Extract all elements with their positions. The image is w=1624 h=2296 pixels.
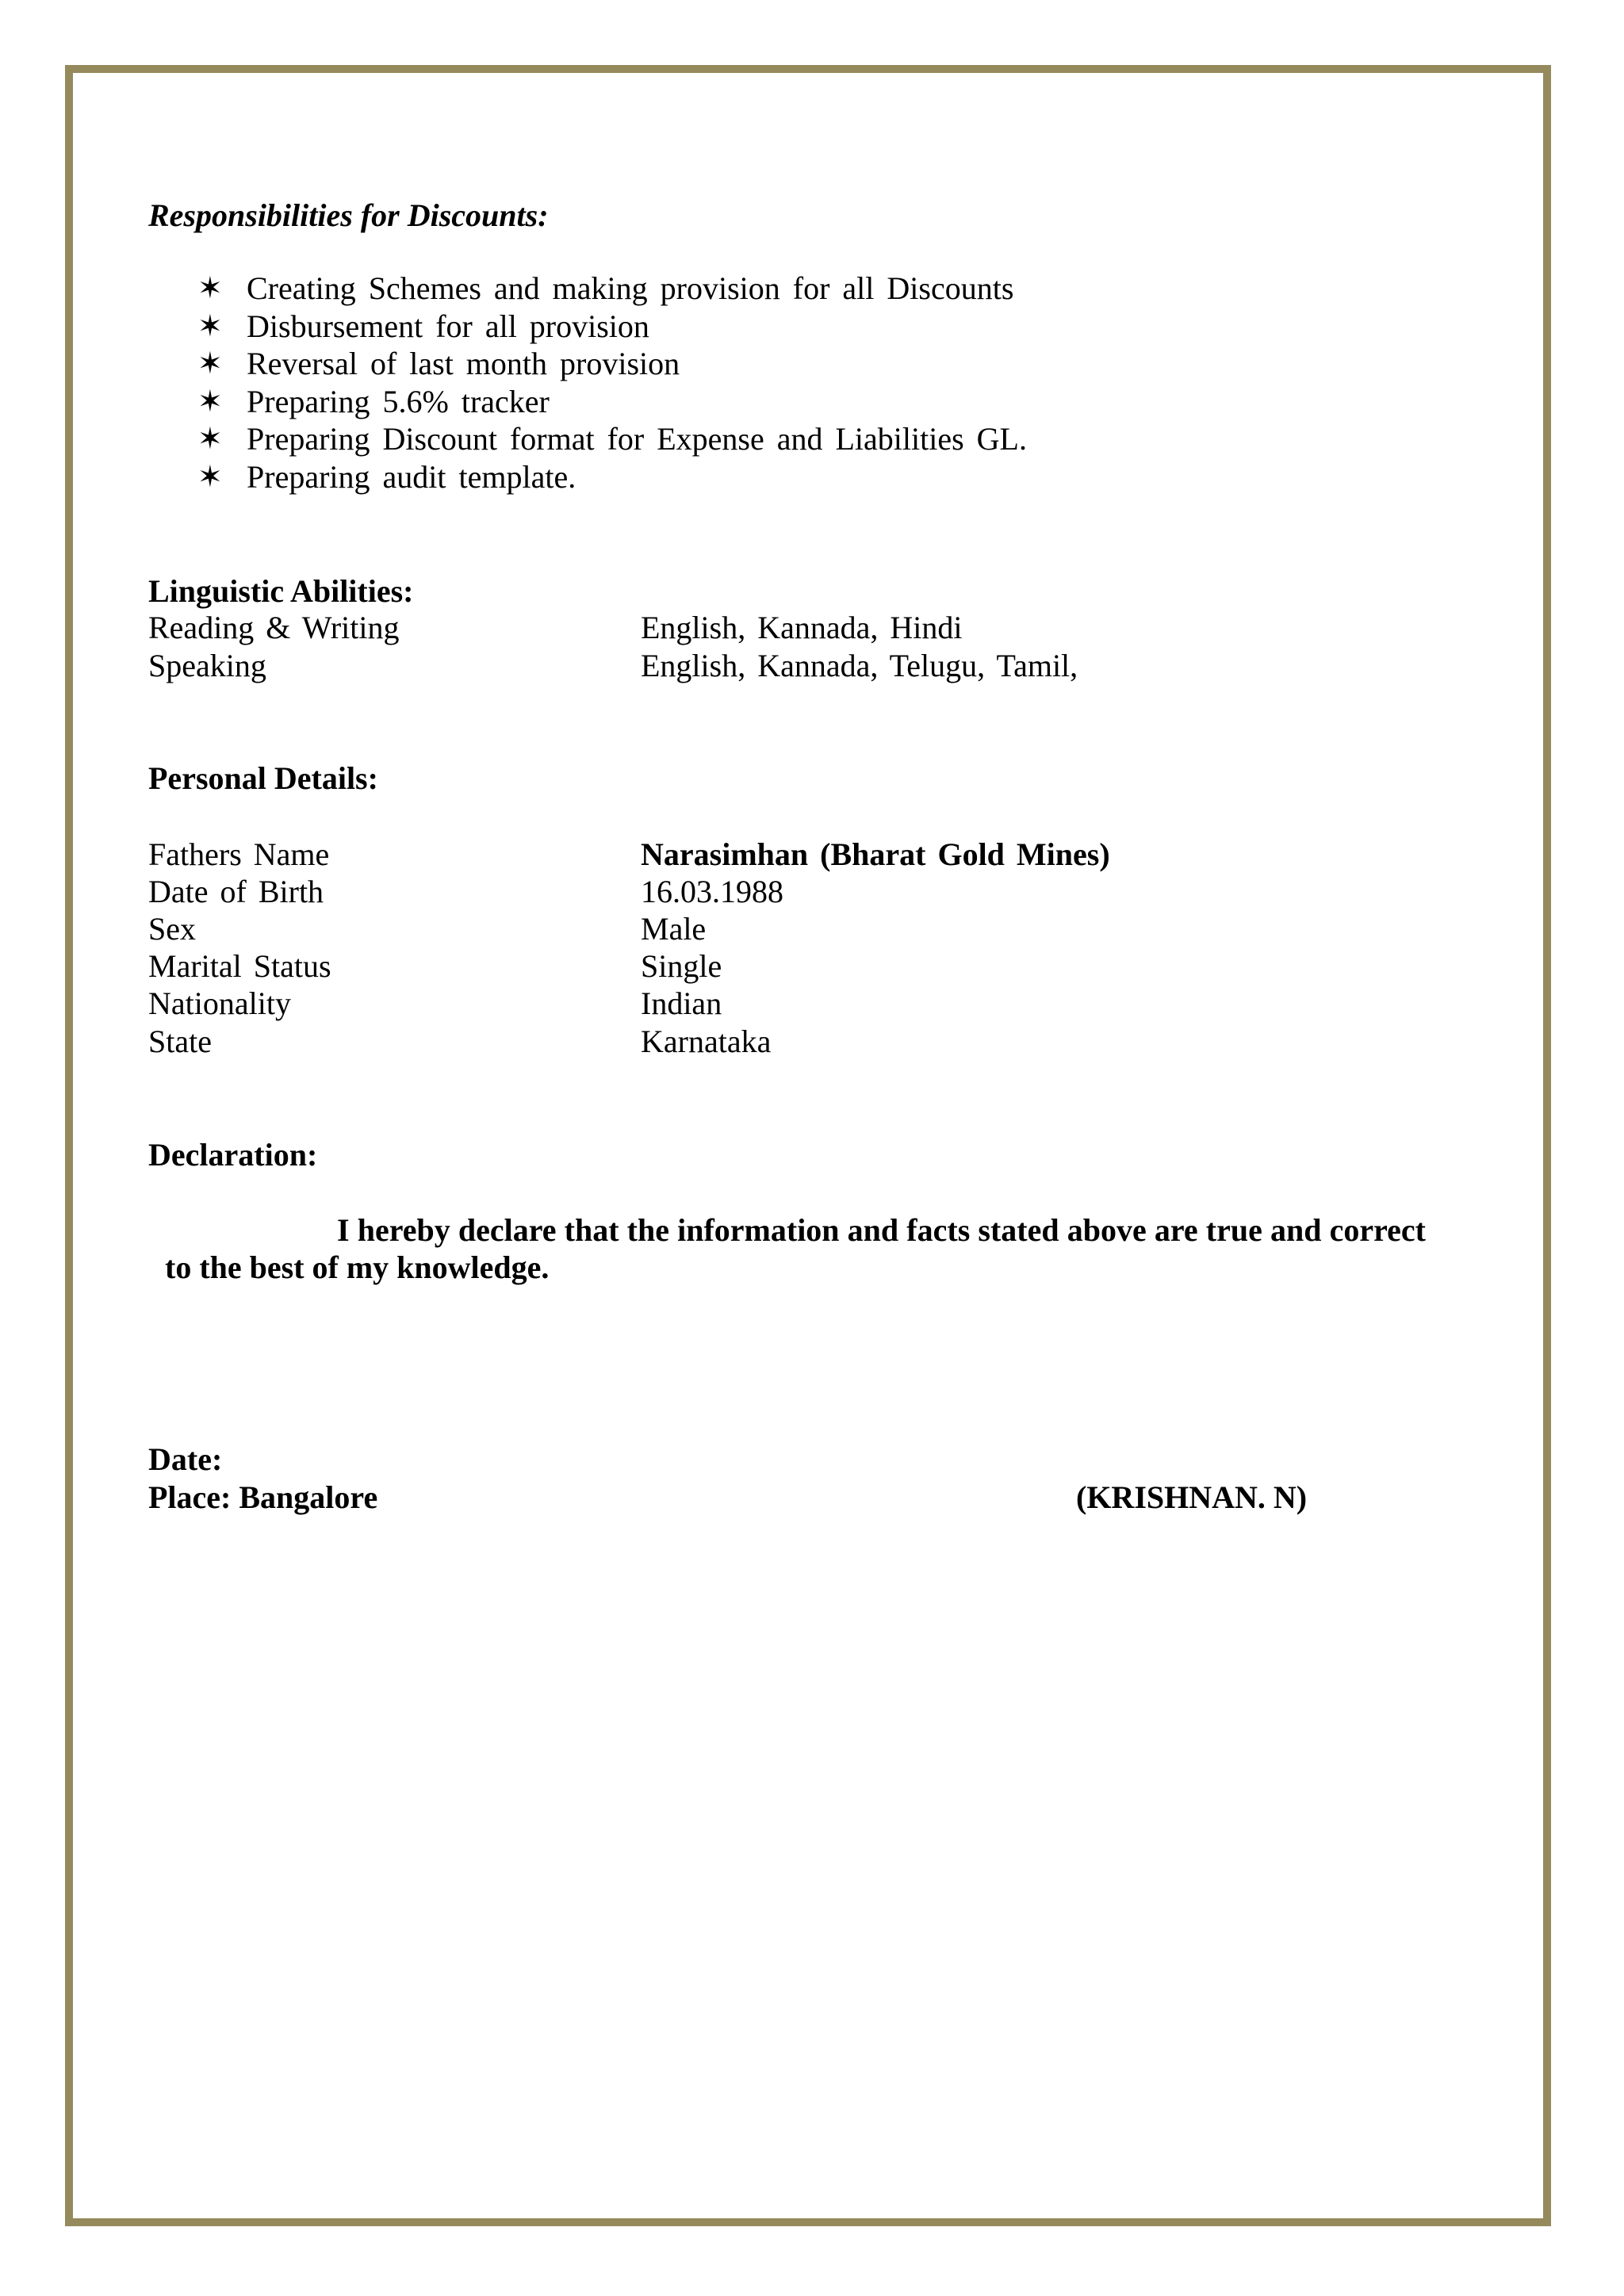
list-item-text: Creating Schemes and making provision for all Discounts — [247, 270, 1014, 307]
list-item — [197, 308, 1027, 346]
star-bullet-icon: ✶ — [197, 458, 223, 494]
row-value: Karnataka — [641, 1024, 772, 1059]
place-label: Place: Bangalore — [148, 1479, 378, 1515]
row-value: English, Kannada, Telugu, Tamil, — [641, 648, 1078, 683]
list-item — [197, 345, 1027, 383]
row-label: State — [148, 1024, 212, 1059]
star-bullet-icon: ✶ — [197, 421, 223, 457]
responsibilities-heading: Responsibilities for Discounts: — [148, 197, 549, 233]
list-item-text: Preparing audit template. — [247, 458, 576, 495]
star-bullet-icon: ✶ — [197, 346, 223, 381]
row-label: Nationality — [148, 985, 291, 1021]
row-value: Indian — [641, 985, 722, 1021]
row-label: Reading & Writing — [148, 610, 400, 645]
star-bullet-icon: ✶ — [197, 383, 223, 419]
linguistic-row-reading — [148, 609, 1433, 646]
linguistic-heading: Linguistic Abilities: — [148, 573, 414, 609]
declaration-text: I hereby declare that the information and facts stated above are true and correct to the best of my knowledge. — [165, 1212, 1426, 1285]
star-bullet-icon: ✶ — [197, 308, 223, 343]
personal-row-state — [148, 1023, 1433, 1060]
list-item-text: Disbursement for all provision — [247, 308, 649, 344]
personal-heading: Personal Details: — [148, 760, 378, 796]
row-value: 16.03.1988 — [641, 874, 783, 909]
personal-row-fathers-name — [148, 836, 1433, 873]
row-label: Sex — [148, 911, 196, 947]
row-label: Date of Birth — [148, 874, 324, 909]
list-item-text: Preparing Discount format for Expense and Liabilities GL. — [247, 421, 1027, 457]
row-label: Marital Status — [148, 948, 331, 984]
list-item — [197, 458, 1027, 496]
list-item-text: Preparing 5.6% tracker — [247, 383, 550, 419]
row-label: Speaking — [148, 648, 266, 683]
star-bullet-icon: ✶ — [197, 270, 223, 306]
linguistic-row-speaking — [148, 647, 1433, 684]
personal-row-nationality — [148, 985, 1433, 1022]
list-item — [197, 383, 1027, 421]
personal-row-dob — [148, 873, 1433, 910]
row-value: English, Kannada, Hindi — [641, 610, 963, 645]
row-value: Male — [641, 911, 707, 947]
signature-name: (KRISHNAN. N) — [1076, 1479, 1308, 1515]
row-label: Fathers Name — [148, 836, 330, 872]
list-item — [197, 420, 1027, 458]
list-item-text: Reversal of last month provision — [247, 346, 680, 382]
row-value: Narasimhan (Bharat Gold Mines) — [641, 836, 1110, 872]
personal-row-sex — [148, 910, 1433, 947]
row-value: Single — [641, 948, 722, 984]
date-label: Date: — [148, 1441, 223, 1477]
responsibilities-list — [197, 270, 1027, 496]
declaration-heading: Declaration: — [148, 1137, 318, 1173]
personal-row-marital-status — [148, 947, 1433, 985]
list-item — [197, 270, 1027, 308]
